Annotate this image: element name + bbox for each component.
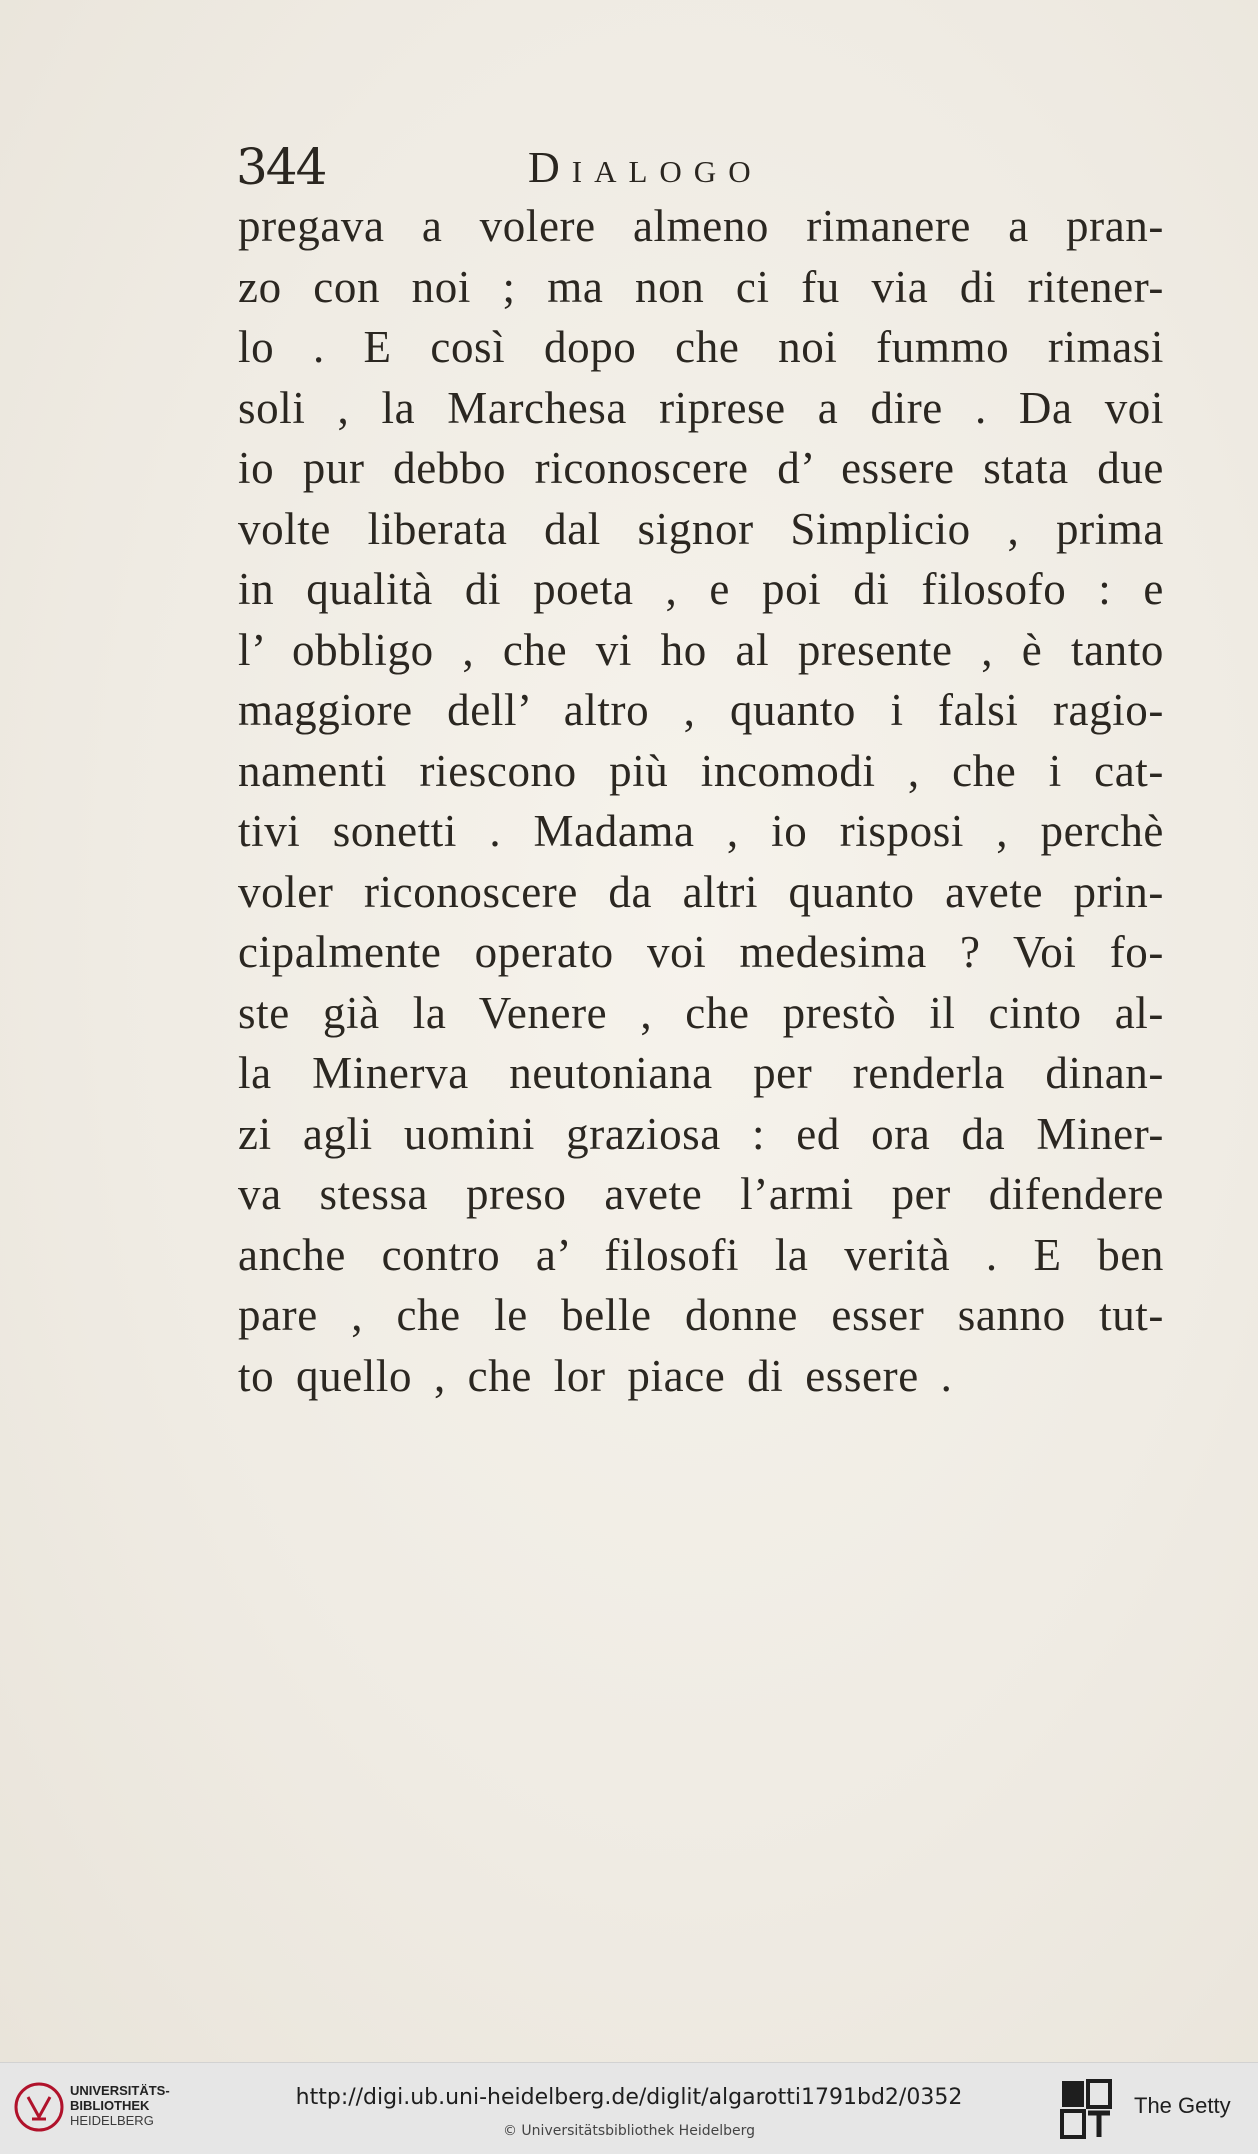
viewer-footer	[0, 2062, 1258, 2154]
institution-line: BIBLIOTHEK	[70, 2098, 150, 2113]
institution-line: UNIVERSITÄTS-	[70, 2083, 170, 2098]
running-title: Dialogo	[528, 143, 763, 192]
text-line: l’ obbligo , che vi ho al presente , è tanto	[238, 624, 1164, 675]
text-line: pare , che le belle donne esser sanno tut-	[238, 1290, 1164, 1340]
page-header	[236, 138, 1166, 198]
text-line: soli , la Marchesa riprese a dire . Da voi	[238, 382, 1164, 433]
text-line: anche contro a’ filosofi la verità . E ben	[238, 1229, 1164, 1280]
institution-line: HEIDELBERG	[70, 2113, 154, 2128]
text-line: maggiore dell’ altro , quanto i falsi ragio-	[238, 685, 1164, 735]
getty-logo-icon	[1060, 2079, 1112, 2141]
text-line: namenti riescono più incomodi , che i cat-	[238, 745, 1164, 796]
text-line: zi agli uomini graziosa : ed ora da Miner-	[238, 1108, 1164, 1159]
text-line: la Minerva neutoniana per renderla dinan-	[238, 1048, 1164, 1098]
text-line: volte liberata dal signor Simplicio , prima	[238, 503, 1164, 554]
page-number: 344	[236, 138, 326, 196]
text-line: tivi sonetti . Madama , io risposi , perchè	[238, 806, 1164, 856]
text-line: va stessa preso avete l’armi per difendere	[238, 1169, 1164, 1219]
text-line: voler riconoscere da altri quanto avete prin-	[238, 866, 1164, 917]
body-text	[238, 196, 1164, 1406]
text-line: to quello , che lor piace di essere .	[238, 1350, 953, 1401]
text-line: io pur debbo riconoscere d’ essere stata due	[238, 443, 1164, 493]
text-line: lo . E così dopo che noi fummo rimasi	[238, 322, 1164, 372]
text-line: cipalmente operato voi medesima ? Voi fo-	[238, 927, 1164, 977]
copyright-notice: © Universitätsbibliothek Heidelberg	[502, 2123, 755, 2139]
text-line: pregava a volere almeno rimanere a pran-	[238, 201, 1164, 251]
text-line: zo con noi ; ma non ci fu via di ritener-	[238, 261, 1164, 312]
permalink-url[interactable]: http://digi.ub.uni-heidelberg.de/diglit/algarotti1791bd2/0352	[295, 2085, 963, 2110]
text-line: in qualità di poeta , e poi di filosofo : e	[238, 564, 1164, 614]
partner-name: The Getty	[1134, 2093, 1231, 2118]
text-line: ste già la Venere , che prestò il cinto al-	[238, 987, 1164, 1038]
